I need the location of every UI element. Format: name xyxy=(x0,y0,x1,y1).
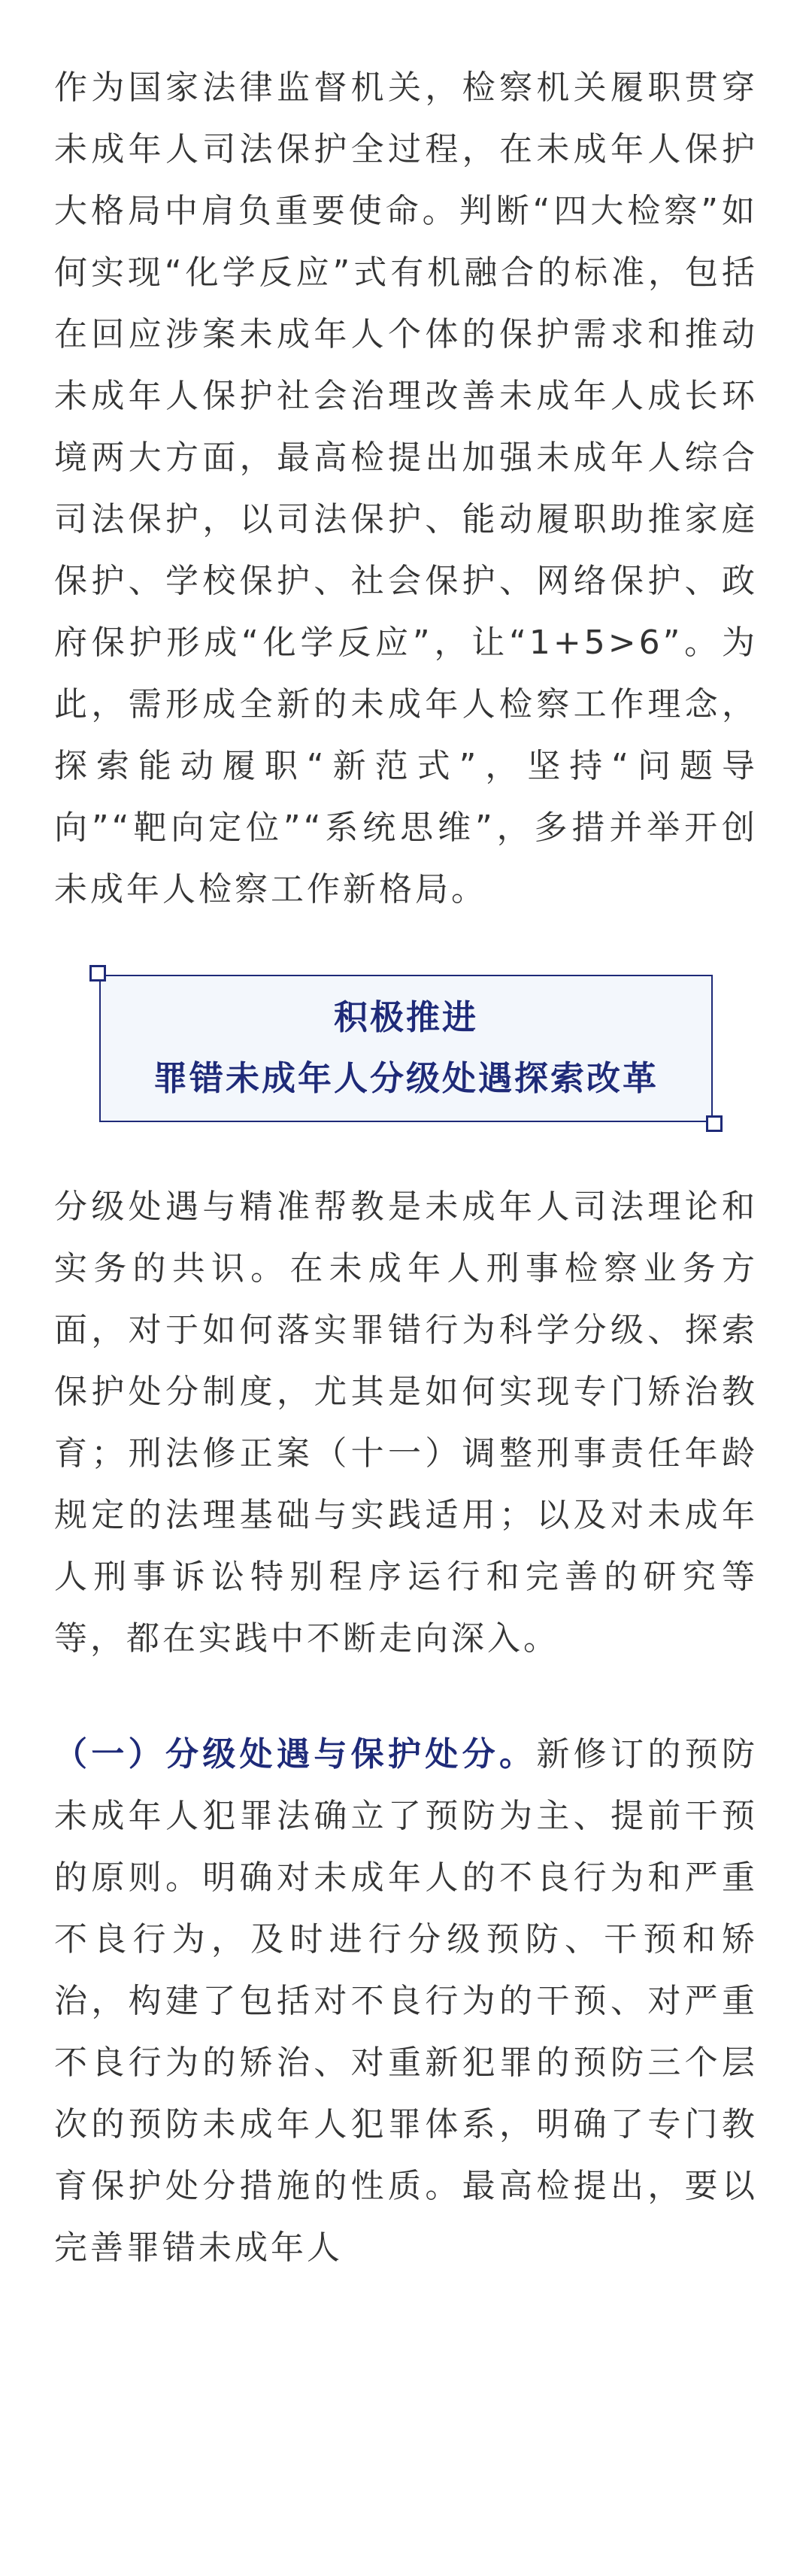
section-heading xyxy=(99,975,713,1122)
section-heading-box xyxy=(99,975,713,1122)
article-body xyxy=(54,57,758,2279)
body-paragraph: 分级处遇与精准帮教是未成年人司法理论和实务的共识。在未成年人刑事检察业务方面，对于如何落实罪错行为科学分级、探索保护处分制度，尤其是如何实现专门矫治教育；刑法修正案（十一）调整刑事责任年龄规定的法理基础与实践适用；以及对未成年人刑事诉讼特别程序运行和完善的研究等等，都在实践中不断走向深入。 xyxy=(54,1188,758,1658)
subsection-body: 新修订的预防未成年人犯罪法确立了预防为主、提前干预的原则。明确对未成年人的不良行为和严重不良行为，及时进行分级预防、干预和矫治，构建了包括对不良行为的干预、对严重不良行为的矫治、对重新犯罪的预防三个层次的预防未成年人犯罪体系，明确了专门教育保护处分措施的性质。最高检提出，要以完善罪错未成年人 xyxy=(54,1735,759,2267)
corner-decoration-icon xyxy=(89,965,106,982)
corner-decoration-icon xyxy=(706,1115,723,1132)
section-heading-line2: 罪错未成年人分级处遇探索改革 xyxy=(153,1058,659,1098)
subsection-lead: （一）分级处遇与保护处分。 xyxy=(54,1735,537,1773)
section-heading-line1: 积极推进 xyxy=(333,997,478,1037)
intro-paragraph: 作为国家法律监督机关，检察机关履职贯穿未成年人司法保护全过程，在未成年人保护大格局中肩负重要使命。判断“四大检察”如何实现“化学反应”式有机融合的标准，包括在回应涉案未成年人个体的保护需求和推动未成年人保护社会治理改善未成年人成长环境两大方面，最高检提出加强未成年人综合司法保护，以司法保护、能动履职助推家庭保护、学校保护、社会保护、网络保护、政府保护形成“化学反应”，让“1+5>6”。为此，需形成全新的未成年人检察工作理念，探索能动履职“新范式”，坚持“问题导向”“靶向定位”“系统思维”，多措并举开创未成年人检察工作新格局。 xyxy=(54,68,758,909)
subsection-paragraph xyxy=(54,1724,758,2279)
